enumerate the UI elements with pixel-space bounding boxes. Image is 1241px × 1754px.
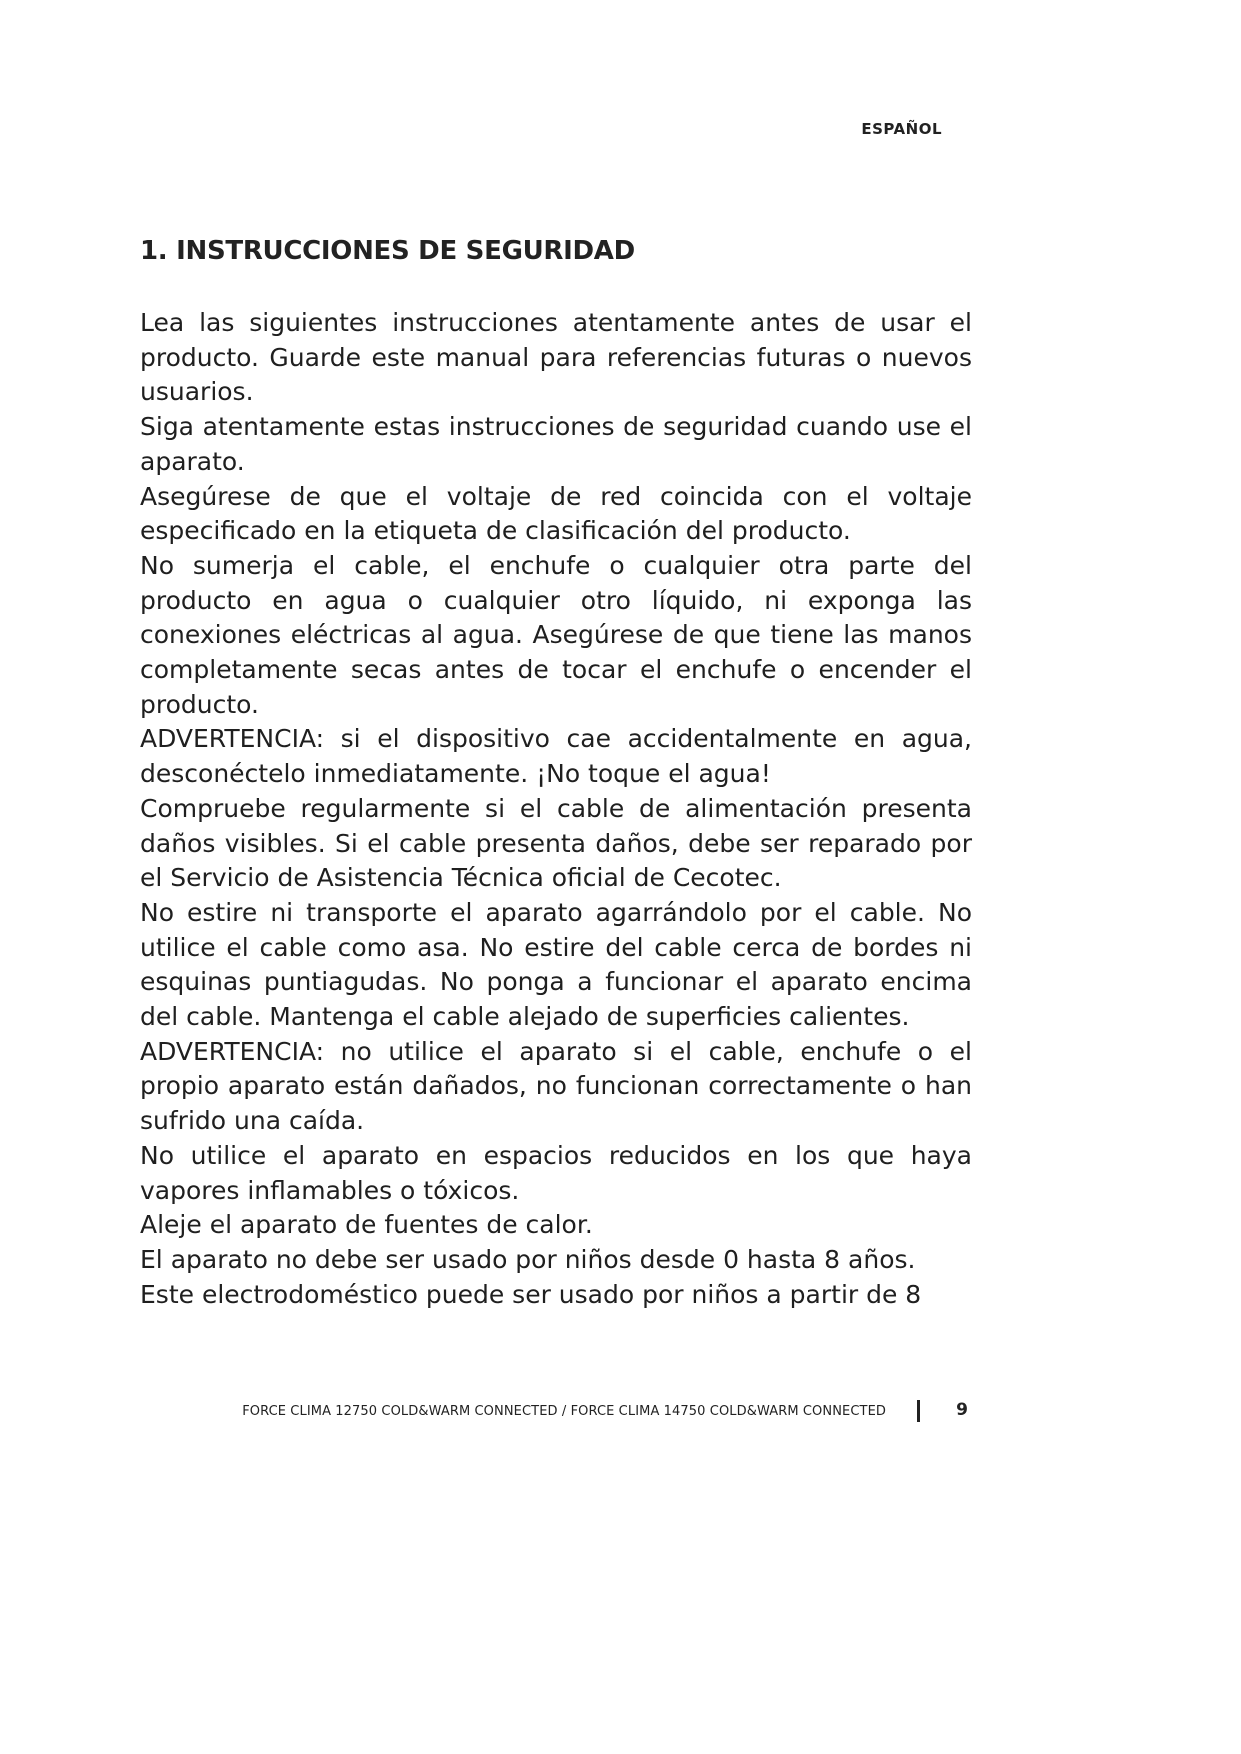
language-label: ESPAÑOL [861, 120, 942, 138]
footer-model-name: FORCE CLIMA 12750 COLD&WARM CONNECTED / FORCE CLIMA 14750 COLD&WARM CONNECTED [242, 1404, 886, 1419]
page-number: 9 [956, 1400, 968, 1420]
footer-separator [917, 1400, 920, 1422]
paragraph: ADVERTENCIA: si el dispositivo cae accidentalmente en agua, desconéctelo inmediatamente. ¡No toque el agua! [140, 724, 972, 789]
section-title: 1. INSTRUCCIONES DE SEGURIDAD [140, 236, 635, 266]
paragraph: ADVERTENCIA: no utilice el aparato si el cable, enchufe o el propio aparato están dañados, no funcionan correctamente o han sufrido una caída. [140, 1036, 972, 1136]
paragraph: No sumerja el cable, el enchufe o cualquier otra parte del producto en agua o cualquier otro líquido, ni exponga las conexiones eléctricas al agua. Asegúrese de que tiene las manos completamente secas antes de tocar el enchufe o encender el producto. [140, 550, 972, 719]
page-footer [140, 1398, 972, 1428]
paragraph: No estire ni transporte el aparato agarrándolo por el cable. No utilice el cable como asa. No estire del cable cerca de bordes ni esquinas puntiagudas. No ponga a funcionar el aparato encima del cable. Mantenga el cable alejado de superficies calientes. [140, 897, 972, 1032]
paragraph: Lea las siguientes instrucciones atentamente antes de usar el producto. Guarde este manual para referencias futuras o nuevos usuarios. [140, 308, 972, 407]
safety-instructions-body [140, 306, 972, 1312]
paragraph: Compruebe regularmente si el cable de alimentación presenta daños visibles. Si el cable presenta daños, debe ser reparado por el Servicio de Asistencia Técnica oficial de Cecotec. [140, 793, 972, 893]
paragraph: Aleje el aparato de fuentes de calor. [140, 1210, 593, 1240]
paragraph: El aparato no debe ser usado por niños desde 0 hasta 8 años. [140, 1244, 916, 1274]
paragraph: Este electrodoméstico puede ser usado por niños a partir de 8 [140, 1279, 922, 1309]
paragraph: No utilice el aparato en espacios reducidos en los que haya vapores inflamables o tóxicos. [140, 1140, 972, 1205]
paragraph: Siga atentamente estas instrucciones de seguridad cuando use el aparato. [140, 412, 972, 476]
paragraph: Asegúrese de que el voltaje de red coincida con el voltaje especificado en la etiqueta de clasificación del producto. [140, 481, 972, 546]
